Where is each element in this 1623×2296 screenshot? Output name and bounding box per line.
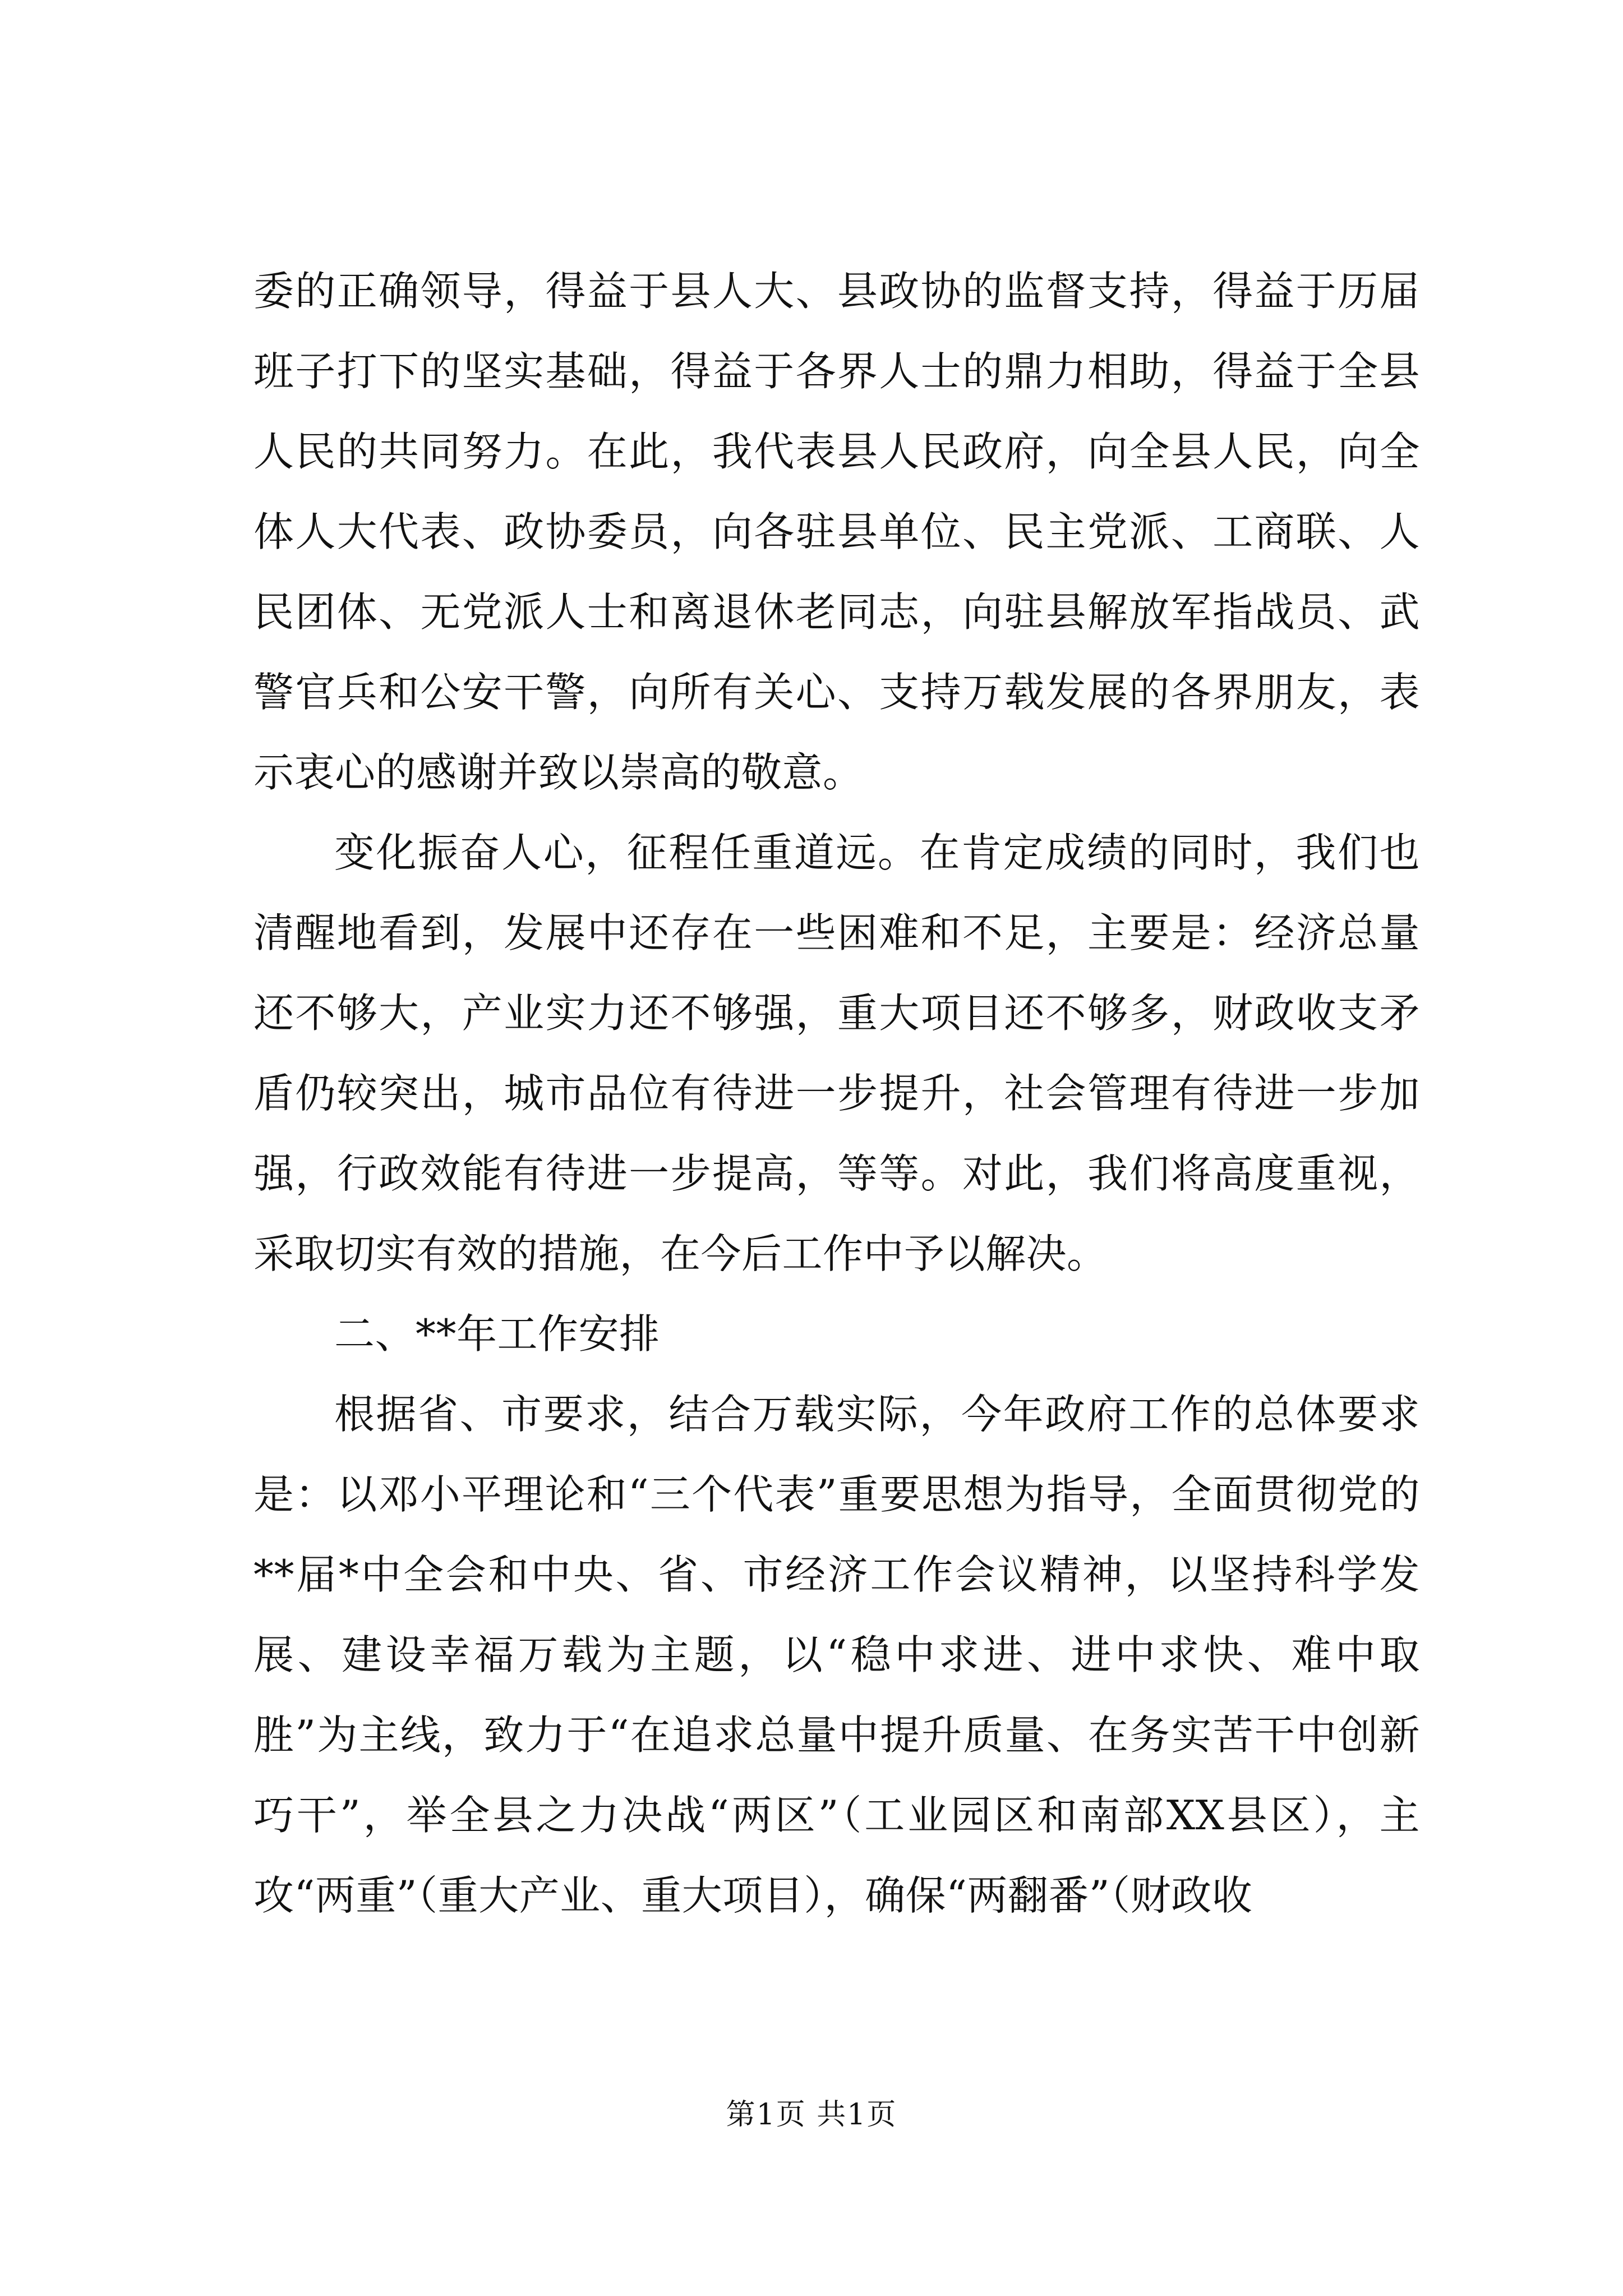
paragraph-difficulties: 变化振奋人心，征程任重道远。在肯定成绩的同时，我们也清醒地看到，发展中还存在一些困难和不足，主要是：经济总量还不够大，产业实力还不够强，重大项目还不够多，财政收支矛盾仍较突出，城市品位有待进一步提升，社会管理有待进一步加强，行政效能有待进一步提高，等等。对此，我们将高度重视，采取切实有效的措施，在今后工作中予以解决。 bbox=[253, 829, 1420, 1277]
paragraph-continuation: 委的正确领导，得益于县人大、县政协的监督支持，得益于历届班子打下的坚实基础，得益于各界人士的鼎力相助，得益于全县人民的共同努力。在此，我代表县人民政府，向全县人民，向全体人大代表、政协委员，向各驻县单位、民主党派、工商联、人民团体、无党派人士和离退休老同志，向驻县解放军指战员、武警官兵和公安干警，向所有关心、支持万载发展的各界朋友，表示衷心的感谢并致以崇高的敬意。 bbox=[253, 268, 1420, 796]
section-heading: 二、**年工作安排 bbox=[334, 1310, 660, 1358]
paragraph-work-plan: 根据省、市要求，结合万载实际，今年政府工作的总体要求是：以邓小平理论和“三个代表”重要思想为指导，全面贯彻党的**届*中全会和中央、省、市经济工作会议精神，以坚持科学发展、建设幸福万载为主题，以“稳中求进、进中求快、难中取胜”为主线，致力于“在追求总量中提升质量、在务实苦干中创新巧干”，举全县之力决战“两区”（工业园区和南部XX县区），主攻“两重”（重大产业、重大项目），确保“两翻番”（财政收 bbox=[253, 1391, 1420, 1919]
page-number-footer: 第1页 共1页 bbox=[726, 2098, 897, 2132]
document-body bbox=[253, 251, 1420, 1936]
